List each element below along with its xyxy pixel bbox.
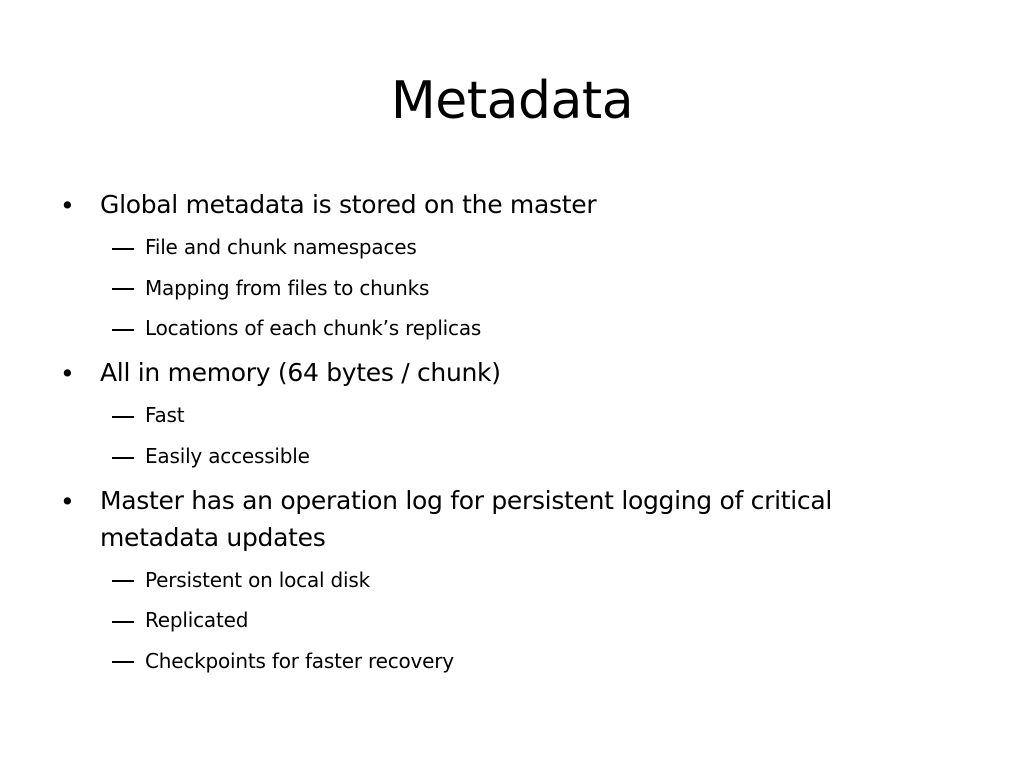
bullet-text: All in memory (64 bytes / chunk) — [100, 358, 501, 387]
dash-icon — [112, 288, 134, 290]
sub-bullet-text: Easily accessible — [145, 444, 310, 468]
bullet-text: Global metadata is stored on the master — [100, 190, 597, 219]
sub-bullet-text: Replicated — [145, 608, 249, 632]
dash-icon — [112, 621, 134, 623]
sub-bullet-text: Fast — [145, 403, 185, 427]
sub-bullet-text: Persistent on local disk — [145, 568, 370, 592]
sub-bullet-text: Mapping from files to chunks — [145, 276, 430, 300]
dash-icon — [112, 248, 134, 250]
dash-icon — [112, 457, 134, 459]
slide-title: Metadata — [390, 71, 634, 131]
bullet-icon: • — [60, 359, 75, 388]
dash-icon — [112, 661, 134, 663]
sub-bullet-text: File and chunk namespaces — [145, 235, 417, 259]
dash-icon — [112, 580, 134, 582]
dash-icon — [112, 416, 134, 418]
dash-icon — [112, 329, 134, 331]
bullet-icon: • — [60, 191, 75, 220]
sub-bullet-text: Checkpoints for faster recovery — [145, 649, 454, 673]
sub-bullet-text: Locations of each chunk’s replicas — [145, 316, 482, 340]
bullet-icon: • — [60, 487, 75, 516]
bullet-text: Master has an operation log for persistent logging of critical metadata updates — [100, 486, 832, 552]
